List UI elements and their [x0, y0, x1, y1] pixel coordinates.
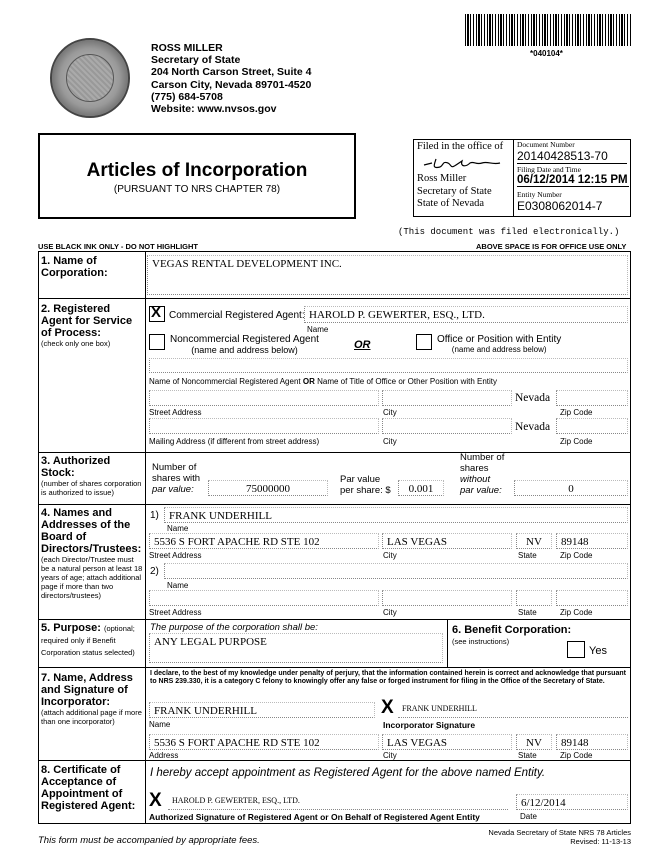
- street-label: Street Address: [149, 408, 202, 417]
- sec3-title-text: 3. Authorized Stock:: [41, 455, 111, 479]
- director-2-state-field[interactable]: [516, 590, 552, 606]
- sec6-note: (see instructions): [452, 637, 510, 646]
- entity-number: E0308062014-7: [517, 199, 603, 213]
- mailing-zip-label: Zip Code: [560, 437, 593, 446]
- without-2: shares: [460, 463, 489, 474]
- filed-by-title: Secretary of State: [417, 185, 492, 197]
- filed-office-label: Filed in the office of: [417, 141, 504, 152]
- agency-block: [151, 42, 311, 115]
- director-1-zip-field[interactable]: 89148: [556, 533, 628, 549]
- corporation-name-field[interactable]: VEGAS RENTAL DEVELOPMENT INC.: [147, 255, 628, 295]
- footer-form-id: Nevada Secretary of State NRS 78 Articles: [488, 828, 631, 837]
- mailing-label: Mailing Address (if different from street address): [149, 437, 320, 446]
- barcode-text: *040104*: [530, 49, 563, 58]
- sec3-title: [41, 455, 143, 497]
- par-value-field[interactable]: 0.001: [398, 480, 444, 496]
- sec1-title: 1. Name of Corporation:: [41, 255, 108, 279]
- with-par-3: par value:: [152, 484, 194, 495]
- zip-label: Zip Code: [560, 408, 593, 417]
- director-1-state-label: State: [518, 551, 537, 560]
- par-value-label: [340, 474, 391, 496]
- or-text: OR: [354, 339, 371, 351]
- director-1-name-field[interactable]: FRANK UNDERHILL: [164, 507, 628, 523]
- sec2-title-text: 2. Registered Agent for Service of Process:: [41, 303, 133, 339]
- incorporator-name-field[interactable]: FRANK UNDERHILL: [149, 702, 375, 718]
- office-label: Office or Position with Entity: [437, 334, 562, 345]
- director-1-name-label: Name: [167, 524, 189, 533]
- sec7-note: (attach additional page if more than one incorporator): [41, 708, 142, 726]
- sec5-note: (optional; required only if Benefit Corporation status selected): [41, 624, 135, 657]
- noncommercial-label: Noncommercial Registered Agent: [170, 334, 319, 345]
- incorporator-zip-field[interactable]: 89148: [556, 734, 628, 750]
- footer-revised: Revised: 11-13-13: [570, 837, 631, 846]
- filing-date: 06/12/2014 12:15 PM: [517, 174, 628, 186]
- footer-form-id-block: [420, 828, 631, 846]
- with-par-2: shares with: [152, 473, 201, 484]
- commercial-agent-field[interactable]: HAROLD P. GEWERTER, ESQ., LTD.: [304, 306, 628, 323]
- office-use-notice: ABOVE SPACE IS FOR OFFICE USE ONLY: [476, 242, 627, 251]
- form-title: Articles of Incorporation: [86, 160, 308, 181]
- purpose-field[interactable]: ANY LEGAL PURPOSE: [149, 633, 443, 663]
- agency-city: Carson City, Nevada 89701-4520: [151, 78, 312, 91]
- director-1-city-label: City: [383, 551, 397, 560]
- filed-by-name: Ross Miller: [417, 173, 467, 184]
- agent-date-label: Date: [520, 812, 537, 821]
- sec4-title-text: 4. Names and Addresses of the Board of Directors/Trustees:: [41, 507, 142, 555]
- agent-city-field[interactable]: [382, 390, 512, 406]
- office-position-checkbox[interactable]: [416, 334, 432, 350]
- sec3-note: (number of shares corporation is authorized to issue): [41, 479, 142, 497]
- sec2-title: [41, 303, 143, 348]
- doc-number-label: Document Number: [517, 140, 575, 149]
- incorporator-zip-label: Zip Code: [560, 751, 593, 760]
- agency-website: Website: www.nvsos.gov: [151, 103, 277, 116]
- agent-sig-mark: X: [149, 790, 162, 811]
- director-2-name-label: Name: [167, 581, 189, 590]
- director-1-city-field[interactable]: LAS VEGAS: [382, 533, 512, 549]
- without-3: without: [460, 474, 491, 485]
- filed-by-state: State of Nevada: [417, 198, 485, 209]
- commercial-agent-checkbox[interactable]: [149, 306, 165, 322]
- name-row-label-b: Name of Title of Office or Other Position with Entity: [317, 377, 498, 386]
- sec7-title: [41, 672, 143, 726]
- incorporator-city-field[interactable]: LAS VEGAS: [382, 734, 512, 750]
- mailing-zip-field[interactable]: [556, 418, 628, 434]
- office-sub: (name and address below): [451, 345, 547, 354]
- incorporator-address-field[interactable]: 5536 S FORT APACHE RD STE 102: [149, 734, 379, 750]
- agency-phone: (775) 684-5708: [151, 90, 223, 103]
- without-1: Number of: [460, 452, 505, 463]
- incorporator-sig-label: Incorporator Signature: [383, 720, 476, 730]
- agent-signature-field[interactable]: HAROLD P. GEWERTER, ESQ., LTD.: [168, 794, 508, 810]
- sec7-declaration: I declare, to the best of my knowledge under penalty of perjury, that the information contained herein is correct and acknowledge that pursuant to NRS 239.330, it is a category C felony to knowingly offer any false or forged instrument for filing in the Office of the Secretary of State.: [150, 670, 626, 686]
- filing-box: [413, 139, 631, 217]
- incorporator-signature-field[interactable]: FRANK UNDERHILL: [398, 702, 628, 718]
- benefit-corp-checkbox[interactable]: [567, 641, 585, 658]
- par-1: Par value: [340, 474, 381, 485]
- electronic-notice: (This document was filed electronically.): [398, 227, 620, 237]
- director-1-street-label: Street Address: [149, 551, 202, 560]
- agent-sig-label: Authorized Signature of Registered Agent or On Behalf of Registered Agent Entity: [149, 812, 480, 822]
- sec5-title: [41, 622, 143, 658]
- commercial-name-label: Name: [307, 325, 329, 334]
- barcode: [465, 14, 631, 46]
- incorporator-sig-mark: X: [381, 697, 394, 718]
- mailing-city-label: City: [383, 437, 397, 446]
- sec4-note: (each Director/Trustee must be a natural person at least 18 years of age; attach additional page if more than two directors/trustees): [41, 555, 143, 600]
- mailing-address-field[interactable]: [149, 418, 379, 434]
- commercial-agent-label: Commercial Registered Agent:: [169, 310, 305, 321]
- mailing-city-field[interactable]: [382, 418, 512, 434]
- noncommercial-name-field[interactable]: [149, 358, 628, 373]
- shares-with-par-field[interactable]: 75000000: [208, 480, 328, 496]
- director-2-name-field[interactable]: [164, 563, 628, 579]
- sec2-note: (check only one box): [41, 339, 111, 348]
- agent-street-field[interactable]: [149, 390, 379, 406]
- director-2-num: 2): [150, 566, 159, 577]
- with-par-label: [152, 462, 200, 495]
- footer-fees: This form must be accompanied by appropriate fees.: [38, 835, 260, 846]
- incorporator-state-label: State: [518, 751, 537, 760]
- sec8-statement: I hereby accept appointment as Registered Agent for the above named Entity.: [150, 767, 546, 779]
- name-row-label: [149, 377, 497, 386]
- director-1-num: 1): [150, 510, 159, 521]
- sec7-title-text: 7. Name, Address and Signature of Incorporator:: [41, 672, 133, 708]
- agent-date-field[interactable]: 6/12/2014: [516, 794, 628, 810]
- agency-name: ROSS MILLER: [151, 42, 223, 54]
- purpose-prompt: The purpose of the corporation shall be:: [150, 622, 318, 633]
- doc-number: 20140428513-70: [517, 149, 627, 164]
- ink-notice: USE BLACK INK ONLY - DO NOT HIGHLIGHT: [38, 242, 199, 251]
- director-2-street-field[interactable]: [149, 590, 379, 606]
- noncommercial-agent-checkbox[interactable]: [149, 334, 165, 350]
- office-label-block: [437, 335, 561, 355]
- director-1-street-field[interactable]: 5536 S FORT APACHE RD STE 102: [149, 533, 379, 549]
- director-2-city-field[interactable]: [382, 590, 512, 606]
- director-2-zip-field[interactable]: [556, 590, 628, 606]
- sec4-title: [41, 507, 143, 600]
- noncommercial-label-block: [170, 335, 319, 355]
- director-2-state-label: State: [518, 608, 537, 617]
- agency-address: 204 North Carson Street, Suite 4: [151, 66, 312, 79]
- director-2-city-label: City: [383, 608, 397, 617]
- filing-date-label: Filing Date and Time: [517, 165, 581, 174]
- sec5-title-text: 5. Purpose:: [41, 622, 101, 634]
- agency-title: Secretary of State: [151, 54, 241, 67]
- agent-state: Nevada: [515, 392, 551, 404]
- incorporator-state-field[interactable]: NV: [516, 734, 552, 750]
- name-row-label-a: Name of Noncommercial Registered Agent: [149, 377, 301, 386]
- director-2-zip-label: Zip Code: [560, 608, 593, 617]
- sec8-title: 8. Certificate of Acceptance of Appointment of Registered Agent:: [41, 764, 136, 812]
- director-1-state-field[interactable]: NV: [516, 533, 552, 549]
- noncommercial-sub: (name and address below): [191, 345, 298, 355]
- incorporator-address-label: Address: [149, 751, 179, 760]
- sec6-title: 6. Benefit Corporation:: [452, 624, 572, 636]
- entity-number-label: Entity Number: [517, 190, 562, 199]
- city-label: City: [383, 408, 397, 417]
- incorporator-name-label: Name: [149, 720, 171, 729]
- benefit-corp-yes: Yes: [589, 645, 607, 657]
- par-2: per share: $: [340, 485, 391, 496]
- without-4: par value:: [460, 485, 502, 496]
- mailing-state: Nevada: [515, 421, 551, 433]
- director-2-street-label: Street Address: [149, 608, 202, 617]
- with-par-1: Number of: [152, 462, 197, 473]
- incorporator-city-label: City: [383, 751, 397, 760]
- form-title-box: [38, 133, 356, 219]
- agent-zip-field[interactable]: [556, 390, 628, 406]
- director-1-zip-label: Zip Code: [560, 551, 593, 560]
- name-row-or: OR: [302, 377, 315, 386]
- secretary-signature: [422, 155, 504, 173]
- state-seal: [50, 38, 130, 118]
- form-subtitle: (PURSUANT TO NRS CHAPTER 78): [113, 184, 281, 195]
- without-par-label: [460, 452, 504, 496]
- shares-without-par-field[interactable]: 0: [514, 480, 628, 496]
